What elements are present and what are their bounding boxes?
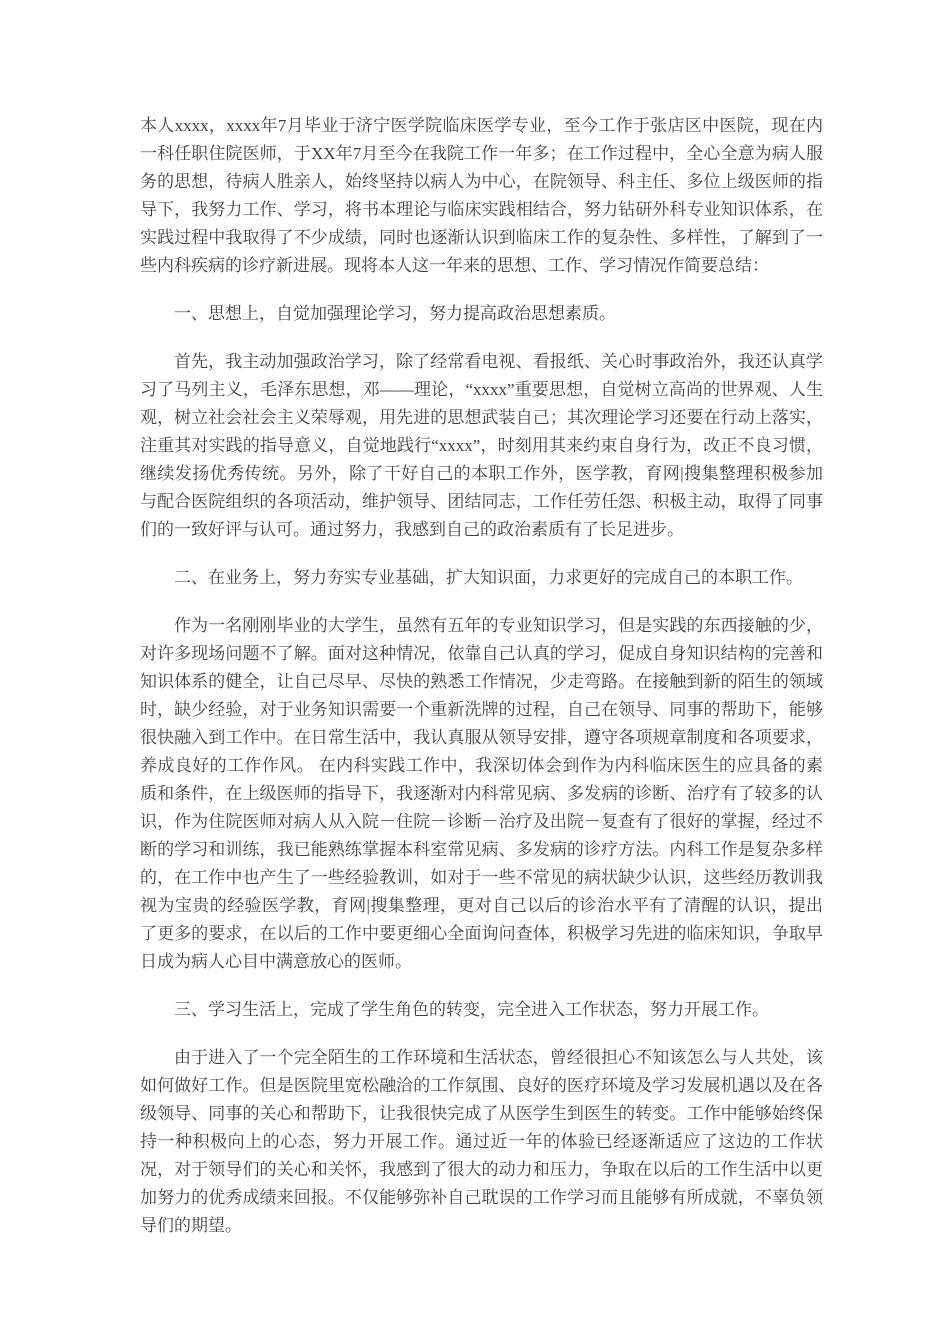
section-3-heading: 三、学习生活上，完成了学生角色的转变，完全进入工作状态，努力开展工作。 bbox=[174, 1000, 769, 1019]
section-3-body-paragraph: 由于进入了一个完全陌生的工作环境和生活状态，曾经很担心不知该怎么与人共处，该如何做好工作。但是医院里宽松融洽的工作氛围、良好的医疗环境及学习发展机遇以及在各级领导、同事的关心和帮助下，让我很快完成了从医学生到医生的转变。工作中能够始终保持一种积极向上的心态，努力开展工作。通过近一年的体验已经逐渐适应了这边的工作状况，对于领导们的关心和关怀，我感到了很大的动力和压力，争取在以后的工作生活中以更加努力的优秀成绩来回报。不仅能够弥补自己耽误的工作学习而且能够有所成就，不辜负领导们的期望。 bbox=[140, 1048, 823, 1235]
section-2-body-paragraph: 作为一名刚刚毕业的大学生，虽然有五年的专业知识学习，但是实践的东西接触的少，对许多现场问题不了解。面对这种情况，依靠自己认真的学习，促成自身知识结构的完善和知识体系的健全，让自己尽早、尽快的熟悉工作情况，少走弯路。在接触到新的陌生的领域时，缺少经验，对于业务知识需要一个重新洗牌的过程，自己在领导、同事的帮助下，能够很快融入到工作中。在日常生活中，我认真服从领导安排，遵守各项规章制度和各项要求，养成良好的工作作风。 在内科实践工作中，我深切体会到作为内科临床医生的应具备的素质和条件，在上级医师的指导下，我逐渐对内科常见病、多发病的诊断、治疗有了较多的认识，作为住院医师对病人从入院－住院－诊断－治疗及出院－复查有了很好的掌握，经过不断的学习和训练，我已能熟练掌握本科室常见病、多发病的诊疗方法。内科工作是复杂多样的，在工作中也产生了一些经验教训，如对于一些不常见的病状缺少认识，这些经历教训我视为宝贵的经验医学教，育网|搜集整理，更对自己以后的诊治水平有了清醒的认识，提出了更多的要求，在以后的工作中要更细心全面询问查体，积极学习先进的临床知识，争取早日成为病人心目中满意放心的医师。 bbox=[140, 616, 823, 971]
intro-paragraph: 本人xxxx，xxxx年7月毕业于济宁医学院临床医学专业，至今工作于张店区中医院，现在内一科任职住院医师，于XX年7月至今在我院工作一年多；在工作过程中，全心全意为病人服务的思想，待病人胜亲人，始终坚持以病人为中心，在院领导、科主任、多位上级医师的指导下，我努力工作、学习，将书本理论与临床实践相结合，努力钻研外科专业知识体系，在实践过程中我取得了不少成绩，同时也逐渐认识到临床工作的复杂性、多样性，了解到了一些内科疾病的诊疗新进展。现将本人这一年来的思想、工作、学习情况作简要总结： bbox=[140, 116, 823, 275]
section-1-heading: 一、思想上，自觉加强理论学习，努力提高政治思想素质。 bbox=[174, 304, 616, 323]
section-1-body-paragraph: 首先，我主动加强政治学习，除了经常看电视、看报纸、关心时事政治外，我还认真学习了马列主义，毛泽东思想，邓——理论，“xxxx”重要思想，自觉树立高尚的世界观、人生观，树立社会社会主义荣辱观，用先进的思想武装自己；其次理论学习还要在行动上落实，注重其对实践的指导意义，自觉地践行“xxxx”，时刻用其来约束自身行为，改正不良习惯，继续发扬优秀传统。另外，除了干好自己的本职工作外，医学教，育网|搜集整理积极参加与配合医院组织的各项活动，维护领导、团结同志，工作任劳任怨、积极主动，取得了同事们的一致好评与认可。通过努力，我感到自己的政治素质有了长足进步。 bbox=[140, 352, 823, 539]
section-2-heading: 二、在业务上，努力夯实专业基础，扩大知识面，力求更好的完成自己的本职工作。 bbox=[174, 568, 803, 587]
